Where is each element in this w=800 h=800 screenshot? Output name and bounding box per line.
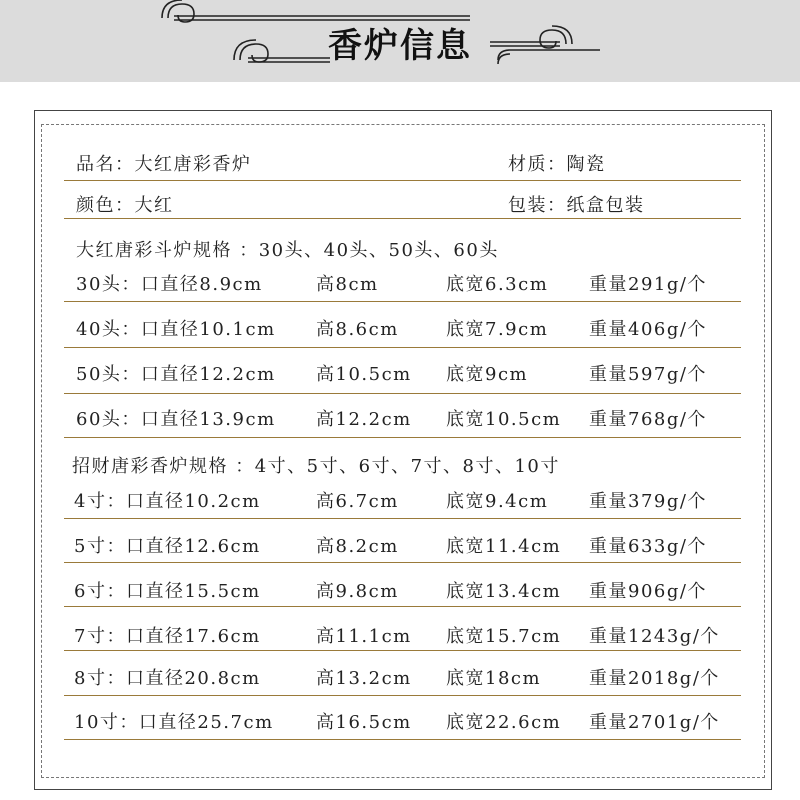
table-cell: 高8.6cm	[316, 319, 399, 340]
table-cell: 底宽9cm	[446, 364, 529, 385]
table-cell: 重量379g/个	[589, 491, 707, 512]
table-cell: 高8.2cm	[316, 536, 399, 557]
table-cell: 40头：口直径10.1cm	[76, 319, 276, 340]
divider	[64, 218, 741, 219]
divider	[64, 393, 741, 394]
header-banner	[0, 0, 800, 82]
table-cell: 底宽6.3cm	[446, 274, 549, 295]
table-cell: 底宽18cm	[446, 668, 542, 689]
divider	[64, 180, 741, 181]
table-cell: 重量597g/个	[589, 364, 707, 385]
divider	[64, 518, 741, 519]
table-cell: 重量2701g/个	[589, 712, 720, 733]
table-cell: 底宽22.6cm	[446, 712, 562, 733]
table-cell: 50头：口直径12.2cm	[76, 364, 276, 385]
table-cell: 高13.2cm	[316, 668, 412, 689]
table-cell: 底宽7.9cm	[446, 319, 549, 340]
product-packaging: 包装：纸盒包装	[508, 195, 645, 216]
divider	[64, 650, 741, 651]
divider	[64, 301, 741, 302]
table-cell: 重量1243g/个	[589, 626, 720, 647]
table-cell: 6寸：口直径15.5cm	[74, 581, 261, 602]
table-cell: 底宽9.4cm	[446, 491, 549, 512]
table-cell: 高12.2cm	[316, 409, 412, 430]
divider	[64, 739, 741, 740]
table-cell: 60头：口直径13.9cm	[76, 409, 276, 430]
page-title: 香炉信息	[328, 26, 472, 66]
product-material: 材质：陶瓷	[508, 154, 606, 175]
table-cell: 高9.8cm	[316, 581, 399, 602]
divider	[64, 606, 741, 607]
table-cell: 重量291g/个	[589, 274, 707, 295]
table-cell: 高11.1cm	[316, 626, 412, 647]
product-color: 颜色：大红	[76, 195, 174, 216]
table-cell: 重量633g/个	[589, 536, 707, 557]
table-cell: 高8cm	[316, 274, 379, 295]
table-cell: 重量768g/个	[589, 409, 707, 430]
table-cell: 底宽15.7cm	[446, 626, 562, 647]
divider	[64, 695, 741, 696]
table-cell: 重量2018g/个	[589, 668, 720, 689]
table-cell: 10寸：口直径25.7cm	[74, 712, 274, 733]
table-cell: 高16.5cm	[316, 712, 412, 733]
table-cell: 重量906g/个	[589, 581, 707, 602]
divider	[64, 437, 741, 438]
table-cell: 底宽10.5cm	[446, 409, 562, 430]
table-cell: 30头：口直径8.9cm	[76, 274, 263, 295]
table-cell: 底宽13.4cm	[446, 581, 562, 602]
table-cell: 高10.5cm	[316, 364, 412, 385]
divider	[64, 562, 741, 563]
product-name: 品名：大红唐彩香炉	[76, 154, 252, 175]
divider	[64, 347, 741, 348]
table-cell: 8寸：口直径20.8cm	[74, 668, 261, 689]
table-cell: 重量406g/个	[589, 319, 707, 340]
table-cell: 4寸：口直径10.2cm	[74, 491, 261, 512]
table-cell: 高6.7cm	[316, 491, 399, 512]
table-cell: 7寸：口直径17.6cm	[74, 626, 261, 647]
section1-title: 大红唐彩斗炉规格 ：30头、40头、50头、60头	[76, 240, 499, 261]
section2-title: 招财唐彩香炉规格 ：4寸、5寸、6寸、7寸、8寸、10寸	[72, 456, 560, 477]
table-cell: 5寸：口直径12.6cm	[74, 536, 261, 557]
table-cell: 底宽11.4cm	[446, 536, 562, 557]
